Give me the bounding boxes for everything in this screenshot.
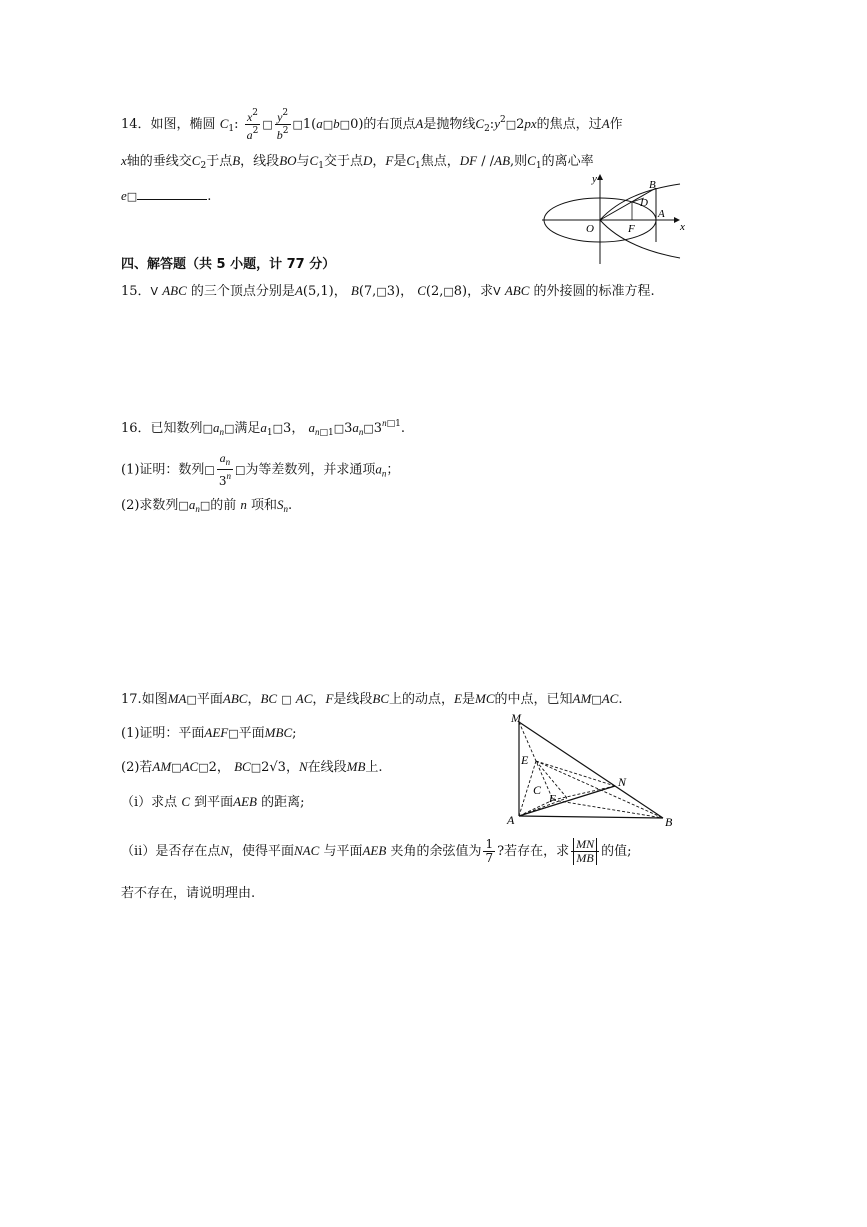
fig1-label-y: y [592, 173, 597, 185]
q14-line3: e□ . [121, 188, 212, 204]
q16-part1: (1)证明：数列□ $\frac{a_n}{3^n}$ □为等差数列，并求通项$a_n$； [121, 451, 400, 488]
q17-last: 若不存在，请说明理由. [121, 886, 256, 901]
fig2-label-F: F [549, 793, 556, 805]
q14-line1: 14．如图，椭圆 $C_1$: $\frac{x^2}{a^2}$ □ $\frac{y^2}{b^2}$ □1(a□b□0)的右顶点A是抛物线$C_2:y^2□2px$的焦点，过A作 [121, 108, 623, 142]
q17-line1: 17.如图MA□平面ABC，BC □ AC，F是线段BC上的动点，E是MC的中点，已知AM□AC. [121, 691, 623, 707]
fig2-label-B: B [665, 815, 673, 828]
q14-line2: x轴的垂线交$C_2$于点B，线段BO与$C_1$交于点D，F是$C_1$焦点，DF / /AB,则$C_1$的离心率 [121, 153, 594, 171]
answer-blank [137, 187, 207, 200]
fig1-label-A: A [658, 208, 665, 220]
fraction-y2-b2: $\frac{y^2}{b^2}$ [276, 108, 289, 142]
tetrahedron-figure [505, 710, 685, 828]
fig2-label-M: M [511, 711, 521, 725]
fig2-label-N: N [618, 775, 627, 789]
fig1-label-B: B [649, 179, 656, 191]
q16-part2: (2)求数列$□a_n□$的前 n 项和$S_n$. [121, 497, 293, 514]
fig1-label-D: D [640, 197, 648, 209]
fig2-label-E: E [521, 753, 529, 767]
fig2-label-C: C [533, 783, 542, 797]
fraction-one-seventh: $\frac{1}{7}$ [485, 837, 494, 865]
q16-line1: 16．已知数列$□a_n□$满足$a_1□3$， $a_{n□1}□3a_n□3^{n□1}$. [121, 418, 405, 438]
q15-line: 15．V ABC 的三个顶点分别是A(5,1)， B(7,□3)， C(2,□8)，求V ABC 的外接圆的标准方程. [121, 283, 655, 299]
q17-part-ii: （ii）是否存在点N，使得平面NAC 与平面AEB 夹角的余弦值为 $\frac{1}{7}$ ?若存在，求 $\frac{MN}{MB}$ 的值; [121, 837, 632, 865]
q17-part2: (2)若AM□AC□2， BC□2√3，N在线段MB上. [121, 759, 383, 775]
section-heading: 四、解答题（共 5 小题，计 77 分） [121, 257, 336, 272]
fraction-mn-mb: $\frac{MN}{MB}$ [571, 838, 599, 865]
fig1-label-F: F [628, 223, 635, 235]
fig2-label-A: A [507, 813, 515, 827]
fig1-label-x: x [680, 221, 685, 233]
fig1-label-O: O [586, 223, 594, 235]
q17-part-i: （i）求点 C 到平面AEB 的距离; [121, 794, 305, 810]
q17-part1: (1)证明：平面AEF□平面MBC; [121, 725, 297, 741]
ellipse-parabola-figure [540, 170, 690, 266]
fraction-an-3n: $\frac{a_n}{3^n}$ [218, 451, 231, 488]
fraction-x2-a2: $\frac{x^2}{a^2}$ [246, 108, 259, 142]
